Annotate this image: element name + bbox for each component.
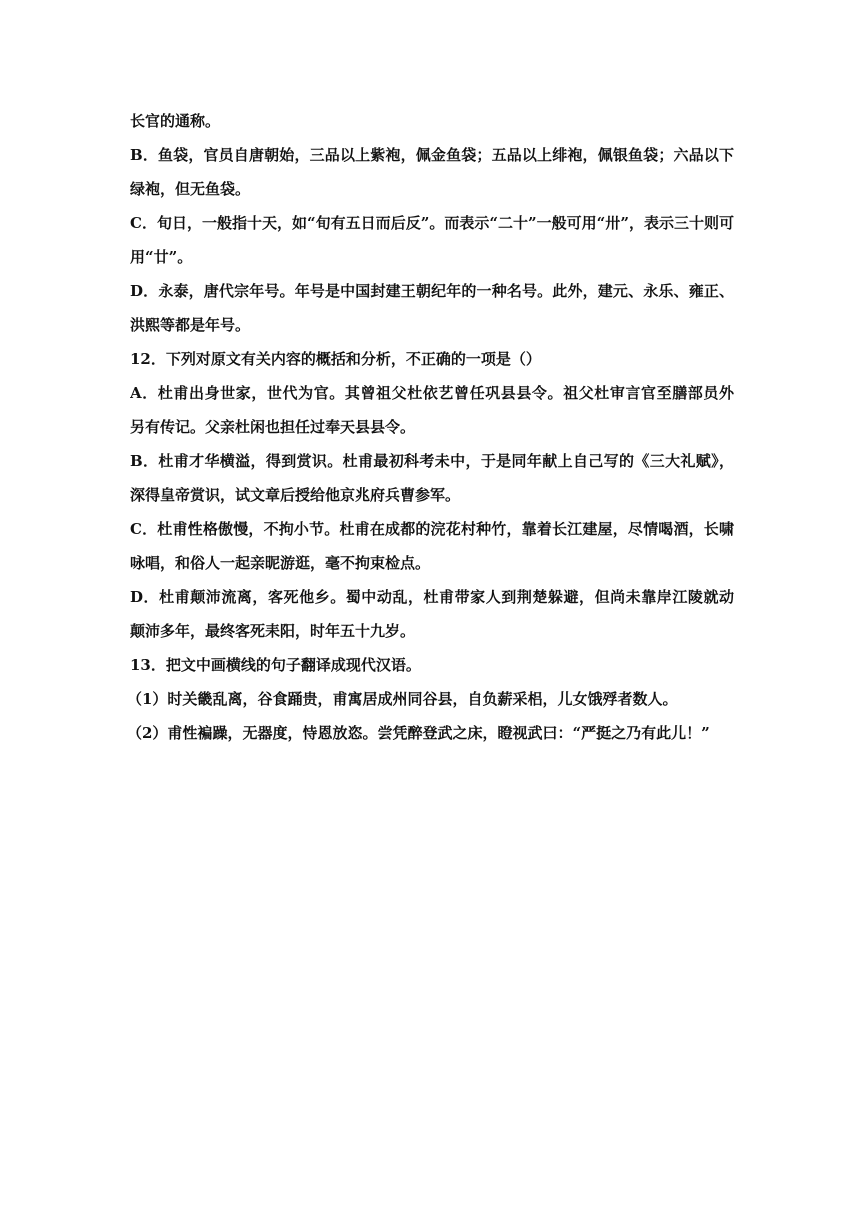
text-line: 长官的通称。: [130, 112, 221, 130]
option-c-line-2: 用“廿”。: [130, 248, 193, 266]
q12-option-b-line-1: B．杜甫才华横溢，得到赏识。杜甫最初科考未中，于是同年献上自己写的《三大礼赋》，: [130, 452, 734, 470]
q12-option-b-line-2: 深得皇帝赏识，试文章后授给他京兆府兵曹参军。: [130, 486, 461, 504]
option-b-line-1: B．鱼袋，官员自唐朝始，三品以上紫袍，佩金鱼袋；五品以上绯袍，佩银鱼袋；六品以下: [130, 146, 734, 164]
question-13: 13．把文中画横线的句子翻译成现代汉语。: [130, 656, 421, 674]
q12-option-d-line-1: D．杜甫颠沛流离，客死他乡。蜀中动乱，杜甫带家人到荆楚躲避，但尚未靠岸江陵就动: [130, 588, 734, 606]
q12-option-c-line-2: 咏唱，和俗人一起亲昵游逛，毫不拘束检点。: [130, 554, 431, 572]
q12-option-a-line-1: A．杜甫出身世家，世代为官。其曾祖父杜依艺曾任巩县县令。祖父杜审言官至膳部员外: [130, 384, 734, 402]
option-c-line-1: C．旬日，一般指十天，如“旬有五日而后反”。而表示“二十”一般可用“卅”，表示三十则可: [130, 214, 734, 232]
q12-option-a-line-2: 另有传记。父亲杜闲也担任过奉天县县令。: [130, 418, 416, 436]
option-d-line-2: 洪熙等都是年号。: [130, 316, 251, 334]
q12-option-c-line-1: C．杜甫性格傲慢，不拘小节。杜甫在成都的浣花村种竹，靠着长江建屋，尽情喝酒，长啸: [130, 520, 734, 538]
document-text: [127, 104, 734, 750]
q13-sentence-2: （2）甫性褊躁，无器度，恃恩放恣。尝凭醉登武之床，瞪视武曰：“严挺之乃有此儿！”: [127, 724, 710, 742]
question-12: 12．下列对原文有关内容的概括和分析，不正确的一项是（）: [130, 350, 541, 368]
option-d-line-1: D．永泰，唐代宗年号。年号是中国封建王朝纪年的一种名号。此外，建元、永乐、雍正、: [130, 282, 734, 300]
q13-sentence-1: （1）时关畿乱离，谷食踊贵，甫寓居成州同谷县，自负薪采梠，儿女饿殍者数人。: [127, 690, 678, 708]
option-b-line-2: 绿袍，但无鱼袋。: [130, 180, 251, 198]
q12-option-d-line-2: 颠沛多年，最终客死耒阳，时年五十九岁。: [130, 622, 416, 640]
